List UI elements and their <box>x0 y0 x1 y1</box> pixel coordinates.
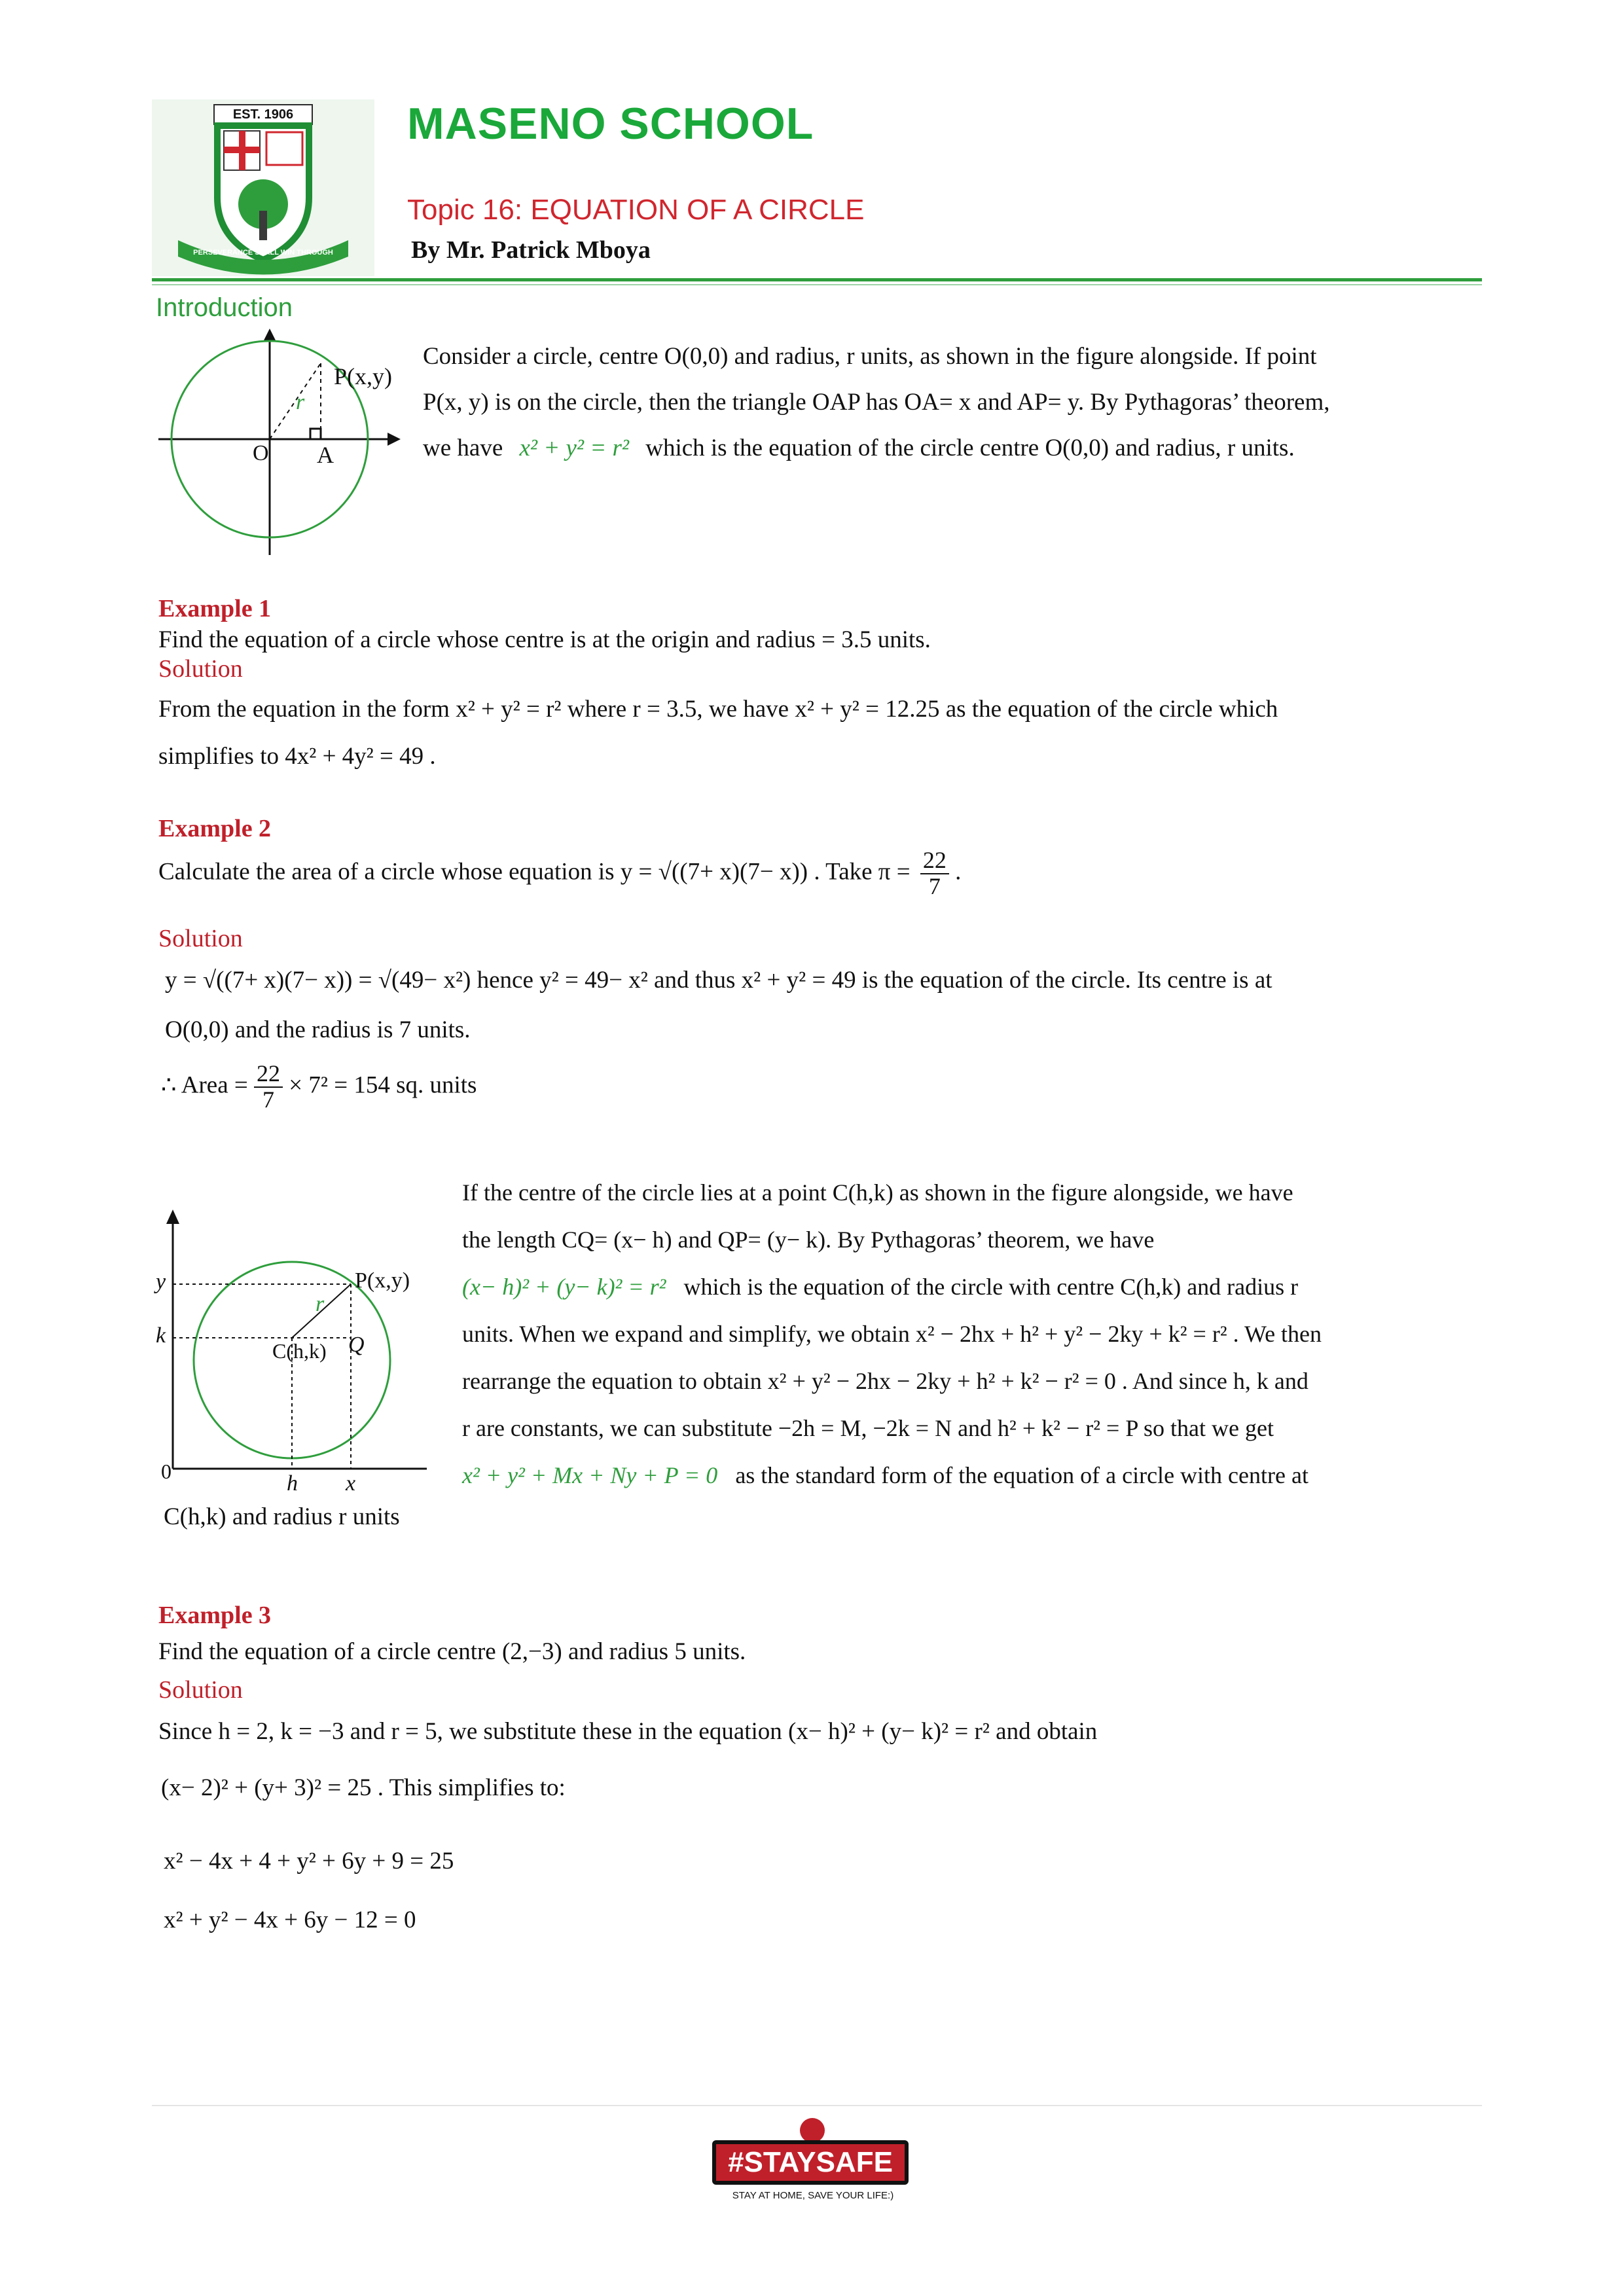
general-line-6: r are constants, we can substitute −2h = M, −2k = N and h² + k² − r² = P so that we get <box>462 1415 1274 1441</box>
school-name: MASENO SCHOOL <box>407 99 814 149</box>
example-2-title: Example 2 <box>158 815 272 842</box>
crest-motto: PERSEVERANCE SHALL WIN THROUGH <box>193 249 333 257</box>
general-line-3: (x− h)² + (y− k)² = r² which is the equation of the circle with centre C(h,k) and radius r <box>462 1274 1299 1300</box>
general-line-7: x² + y² + Mx + Ny + P = 0 as the standard form of the equation of a circle with centre at <box>462 1462 1308 1488</box>
area-fraction: $\frac{22}{7}$ <box>254 1062 283 1113</box>
example-3-solution-label: Solution <box>158 1676 243 1704</box>
general-line-4: units. When we expand and simplify, we obtain x² − 2hx + h² + y² − 2ky + k² = r² . We then <box>462 1321 1322 1347</box>
example-2-question: Calculate the area of a circle whose equation is y = √((7+ x)(7− x)) . Take π = $\frac{22}{7}$ . <box>158 847 962 899</box>
label-zero: 0 <box>161 1460 171 1483</box>
general-form-paragraph <box>462 1169 1483 1499</box>
example-1-solution-line-2: simplifies to 4x² + 4y² = 49 . <box>158 743 436 770</box>
label-r: r <box>316 1292 325 1316</box>
example-2-solution-label: Solution <box>158 925 243 952</box>
staysafe-logo <box>708 2118 918 2216</box>
label-x: x <box>346 1471 356 1496</box>
staysafe-tagline: STAY AT HOME, SAVE YOUR LIFE:) <box>732 2190 894 2201</box>
label-P: P(x,y) <box>334 363 392 389</box>
staysafe-badge: #STAYSAFE <box>712 2140 909 2185</box>
author-line: By Mr. Patrick Mboya <box>411 236 651 264</box>
school-crest <box>152 99 374 276</box>
label-P: P(x,y) <box>355 1268 410 1293</box>
intro-line-2: P(x, y) is on the circle, then the triangle OAP has OA= x and AP= y. By Pythagoras’ theorem, <box>423 389 1330 416</box>
example-1-question: Find the equation of a circle whose centre is at the origin and radius = 3.5 units. <box>158 626 931 653</box>
example-3-expanded: x² − 4x + 4 + y² + 6y + 9 = 25 <box>164 1848 454 1874</box>
topic-title: Topic 16: EQUATION OF A CIRCLE <box>407 194 865 226</box>
label-A: A <box>317 442 334 468</box>
section-heading-introduction: Introduction <box>156 293 293 322</box>
example-3-title: Example 3 <box>158 1602 272 1629</box>
general-equation: (x− h)² + (y− k)² = r² <box>462 1274 666 1300</box>
example-1-solution-line-1: From the equation in the form x² + y² = r² where r = 3.5, we have x² + y² = 12.25 as the equation of the circle which <box>158 696 1278 723</box>
label-C: C(h,k) <box>272 1339 327 1363</box>
header-rule <box>152 278 1482 281</box>
general-line-5: rearrange the equation to obtain x² + y² − 2hx − 2ky + h² + k² − r² = 0 . And since h, k and <box>462 1368 1308 1394</box>
footer-rule <box>152 2105 1482 2106</box>
label-r: r <box>296 390 305 414</box>
figure-circle-centre-hk <box>152 1207 427 1496</box>
virus-icon <box>800 2118 825 2143</box>
example-1-solution-label: Solution <box>158 655 243 683</box>
intro-equation: x² + y² = r² <box>519 435 629 461</box>
example-3-solution-line-1: Since h = 2, k = −3 and r = 5, we substitute these in the equation (x− h)² + (y− k)² = r² and obtain <box>158 1718 1098 1745</box>
general-line-2: the length CQ= (x− h) and QP= (y− k). By Pythagoras’ theorem, we have <box>462 1227 1155 1253</box>
label-k: k <box>156 1323 166 1348</box>
example-1-title: Example 1 <box>158 595 272 622</box>
example-3-solution-line-2: (x− 2)² + (y+ 3)² = 25 . This simplifies to: <box>161 1774 566 1801</box>
example-3-final: x² + y² − 4x + 6y − 12 = 0 <box>164 1907 416 1933</box>
standard-form-equation: x² + y² + Mx + Ny + P = 0 <box>462 1462 718 1488</box>
label-y: y <box>156 1270 166 1294</box>
header-rule-thin <box>152 284 1482 285</box>
intro-paragraph <box>423 334 1483 471</box>
intro-line-1: Consider a circle, centre O(0,0) and radius, r units, as shown in the figure alongside. If point <box>423 343 1317 370</box>
example-2-solution-line-2: O(0,0) and the radius is 7 units. <box>165 1016 471 1043</box>
example-2-area: ∴ Area = $\frac{22}{7}$ × 7² = 154 sq. units <box>161 1060 477 1113</box>
example-2-solution-line-1: y = √((7+ x)(7− x)) = √(49− x²) hence y² = 49− x² and thus x² + y² = 49 is the equation of the circle. Its centre is at <box>165 967 1272 994</box>
pi-fraction: $\frac{22}{7}$ <box>920 848 949 899</box>
crest-year: EST. 1906 <box>232 107 294 122</box>
intro-line-3: we have x² + y² = r² which is the equation of the circle centre O(0,0) and radius, r units. <box>423 435 1295 461</box>
figure-circle-origin <box>152 326 414 562</box>
label-O: O <box>253 441 269 465</box>
general-line-1: If the centre of the circle lies at a point C(h,k) as shown in the figure alongside, we have <box>462 1179 1293 1206</box>
label-h: h <box>287 1471 298 1496</box>
general-line-8: C(h,k) and radius r units <box>164 1503 400 1530</box>
label-Q: Q <box>348 1333 365 1357</box>
example-3-question: Find the equation of a circle centre (2,−3) and radius 5 units. <box>158 1638 746 1665</box>
